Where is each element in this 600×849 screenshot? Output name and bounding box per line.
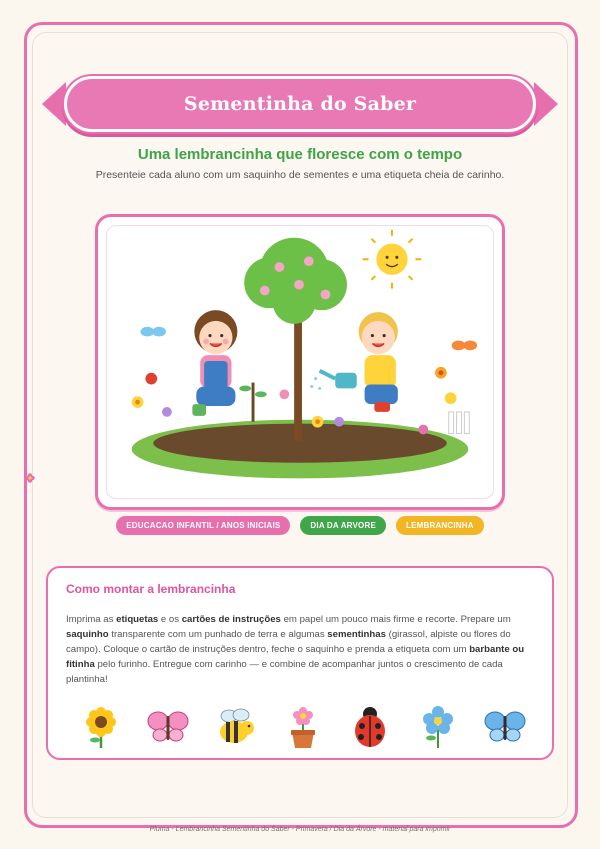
subtitle: Uma lembrancinha que floresce com o tempo bbox=[137, 146, 463, 163]
instructions-text: Imprima as etiquetas e os cartões de instruções em papel um pouco mais firme e recorte. Prepare um saquinho transparente com um punhado de terra e algumas sementinhas (girassol, alpiste ou flores do campo). Coloque o cartão de instruções dentro, feche o saquinho e prenda a etiqueta com um barbante ou fitinha pelo furinho. Entregue com carinho — e combine de acompanhar juntos o crescimento de cada plantinha! bbox=[66, 614, 525, 685]
page-title: Sementinha do Saber bbox=[183, 93, 417, 115]
sunflower-icon bbox=[78, 704, 124, 750]
decor-icons-row bbox=[78, 702, 528, 752]
ladybug-icon bbox=[347, 704, 393, 750]
blue-flower-icon bbox=[415, 704, 461, 750]
bee-icon bbox=[213, 704, 259, 750]
instructions-title: Como montar a lembrancinha bbox=[66, 582, 236, 596]
ribbon-left-tail bbox=[42, 82, 66, 126]
kids-planting-illustration bbox=[107, 226, 493, 498]
ribbon-right-tail bbox=[534, 82, 558, 126]
instructions-box bbox=[46, 566, 554, 760]
intro-text: Presenteie cada aluno com um saquinho de sementes e uma etiqueta cheia de carinho. bbox=[95, 169, 505, 181]
tags-row bbox=[0, 516, 600, 535]
tag-tree-day: DIA DA ARVORE bbox=[300, 516, 386, 535]
title-ribbon bbox=[42, 76, 558, 132]
potted-flower-icon bbox=[280, 704, 326, 750]
illustration-frame bbox=[95, 214, 505, 510]
ribbon-banner bbox=[64, 76, 536, 132]
footer-text: Pluma - Lembrancinha Sementinha do Saber - Primavera / Dia da Árvore - material para imprimir bbox=[149, 826, 451, 833]
illustration bbox=[106, 225, 494, 499]
blue-butterfly-icon bbox=[482, 704, 528, 750]
side-flower-icon bbox=[25, 473, 35, 483]
tag-souvenir: LEMBRANCINHA bbox=[396, 516, 484, 535]
tag-education-level: EDUCACAO INFANTIL / ANOS INICIAIS bbox=[116, 516, 290, 535]
pink-butterfly-icon bbox=[145, 704, 191, 750]
